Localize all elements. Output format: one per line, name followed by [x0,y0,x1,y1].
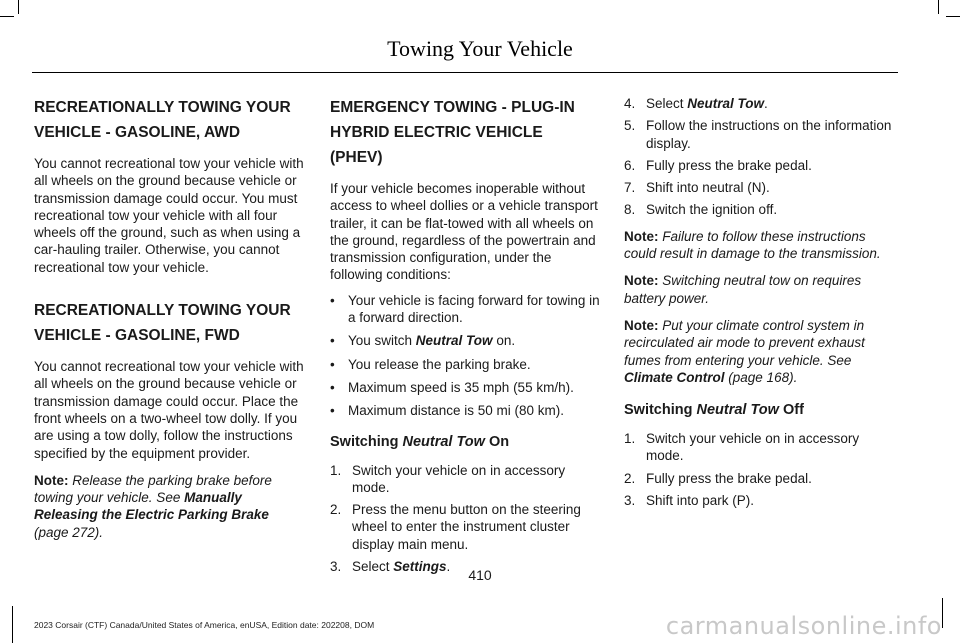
list-item: 7. Shift into neutral (N). [624,180,770,196]
section-title: RECREATIONALLY TOWING YOUR VEHICLE - GASOLINE, FWD [34,302,291,345]
steps-list [624,95,896,219]
subsection-title: Switching Neutral Tow On [330,433,510,450]
section-title: EMERGENCY TOWING - PLUG-IN HYBRID ELECTRIC VEHICLE (PHEV) [330,99,575,166]
note: Note: Failure to follow these instructions could result in damage to the transmission. [624,228,881,262]
steps-list [330,462,600,576]
column-right [624,95,896,514]
list-item: 2. Press the menu button on the steering wheel to enter the instrument cluster display main menu. [330,502,581,552]
note: Note: Switching neutral tow on requires battery power. [624,273,862,306]
column-middle [330,95,600,580]
list-item: 4. Select Neutral Tow. [624,96,768,111]
note: Note: Release the parking brake before towing your vehicle. See Manually Releasing the Electric Parking Brake (page 272). [34,472,272,540]
list-item: 5. Follow the instructions on the information display. [624,118,892,151]
paragraph: You cannot recreational tow your vehicle with all wheels on the ground because vehicle or transmission damage could occur. Place the front wheels on a two-wheel tow dolly. If you are using a tow dolly, follow the instructions specified by the equipment provider. [34,359,304,461]
page-header-title: Towing Your Vehicle [387,36,573,61]
crop-mark [946,16,960,17]
list-item: 1. Switch your vehicle on in accessory mode. [624,431,860,464]
list-item: 6. Fully press the brake pedal. [624,157,812,173]
page-number: 410 [468,567,492,583]
crop-mark [18,0,19,14]
crop-mark [0,16,14,17]
list-item: 3. Shift into park (P). [624,493,755,509]
list-item: • Maximum distance is 50 mi (80 km). [330,403,565,419]
list-item: • Maximum speed is 35 mph (55 km/h). [330,379,574,395]
crop-mark [942,598,943,628]
list-item: • Your vehicle is facing forward for towing in a forward direction. [330,292,600,326]
list-item: 2. Fully press the brake pedal. [624,470,812,486]
conditions-list [330,292,600,420]
crop-mark [938,0,939,14]
list-item: • You release the parking brake. [330,356,531,372]
cross-reference-link[interactable]: Climate Control [624,369,725,385]
note: Note: Put your climate control system in recirculated air mode to prevent exhaust fumes from entering your vehicle. See Climate Control (page 168). [624,317,865,385]
cross-reference-link[interactable]: Manually Releasing the Electric Parking Brake [34,490,269,523]
header-rule [32,72,898,73]
paragraph: If your vehicle becomes inoperable without access to wheel dollies or a vehicle transport trailer, it can be flat-towed with all wheels on the ground, regardless of the powertrain and transmission configuration, under the following conditions: [330,181,598,283]
list-item: • You switch Neutral Tow on. [330,333,516,349]
list-item: 1. Switch your vehicle on in accessory mode. [330,462,566,495]
list-item: 8. Switch the ignition off. [624,202,778,218]
steps-list [624,430,896,509]
watermark: carmanualsonline.info [665,612,942,640]
list-item: 3. Select Settings. [330,559,451,575]
footer-edition-text: 2023 Corsair (CTF) Canada/United States of America, enUSA, Edition date: 202208, DOM [34,620,375,630]
column-left [34,95,306,541]
crop-mark [12,606,13,643]
subsection-title: Switching Neutral Tow Off [624,402,804,419]
section-title: RECREATIONALLY TOWING YOUR VEHICLE - GASOLINE, AWD [34,99,291,141]
paragraph: You cannot recreational tow your vehicle with all wheels on the ground because vehicle or transmission damage could occur. You must recreational tow your vehicle with all four wheels off the ground, such as when using a car-hauling trailer. Otherwise, you cannot recreational tow your vehicle. [34,156,304,275]
